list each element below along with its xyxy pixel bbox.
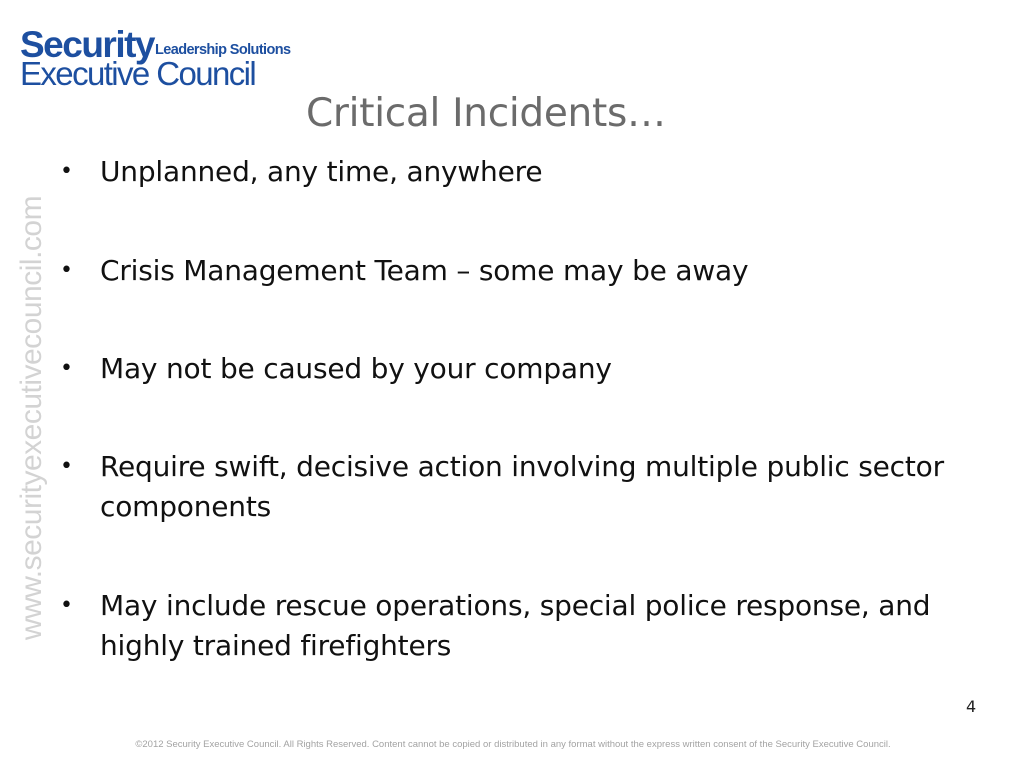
bullet-item (60, 586, 960, 666)
slide-title: Critical Incidents… (306, 91, 666, 136)
bullet-text: May not be caused by your company (100, 352, 612, 385)
page-number: 4 (966, 697, 977, 716)
logo-security-word: Security (20, 24, 155, 65)
bullet-dot-icon: • (60, 159, 73, 184)
bullet-text: Crisis Management Team – some may be away (100, 254, 749, 287)
bullet-item (60, 349, 960, 389)
bullet-dot-icon: • (60, 593, 73, 618)
security-executive-council-logo (20, 26, 290, 92)
bullet-dot-icon: • (60, 356, 73, 381)
bullet-text: Unplanned, any time, anywhere (100, 155, 543, 188)
bullet-dot-icon: • (60, 258, 73, 283)
bullet-item (60, 251, 960, 291)
bullet-dot-icon: • (60, 454, 73, 479)
logo-executive-council: Executive Council (20, 55, 256, 92)
logo-leadership-solutions: Leadership Solutions (155, 42, 291, 58)
bullet-item (60, 447, 960, 527)
vertical-website-url-text: www.securityexecutivecouncil.com (15, 195, 48, 641)
bullet-text: May include rescue operations, special police response, and highly trained firefighters (100, 589, 931, 662)
bullet-text: Require swift, decisive action involving multiple public sector components (100, 450, 944, 523)
copyright-footer: ©2012 Security Executive Council. All Rights Reserved. Content cannot be copied or distributed in any format without the express written consent of the Security Executive Council. (135, 739, 891, 750)
bullet-item (60, 152, 960, 192)
